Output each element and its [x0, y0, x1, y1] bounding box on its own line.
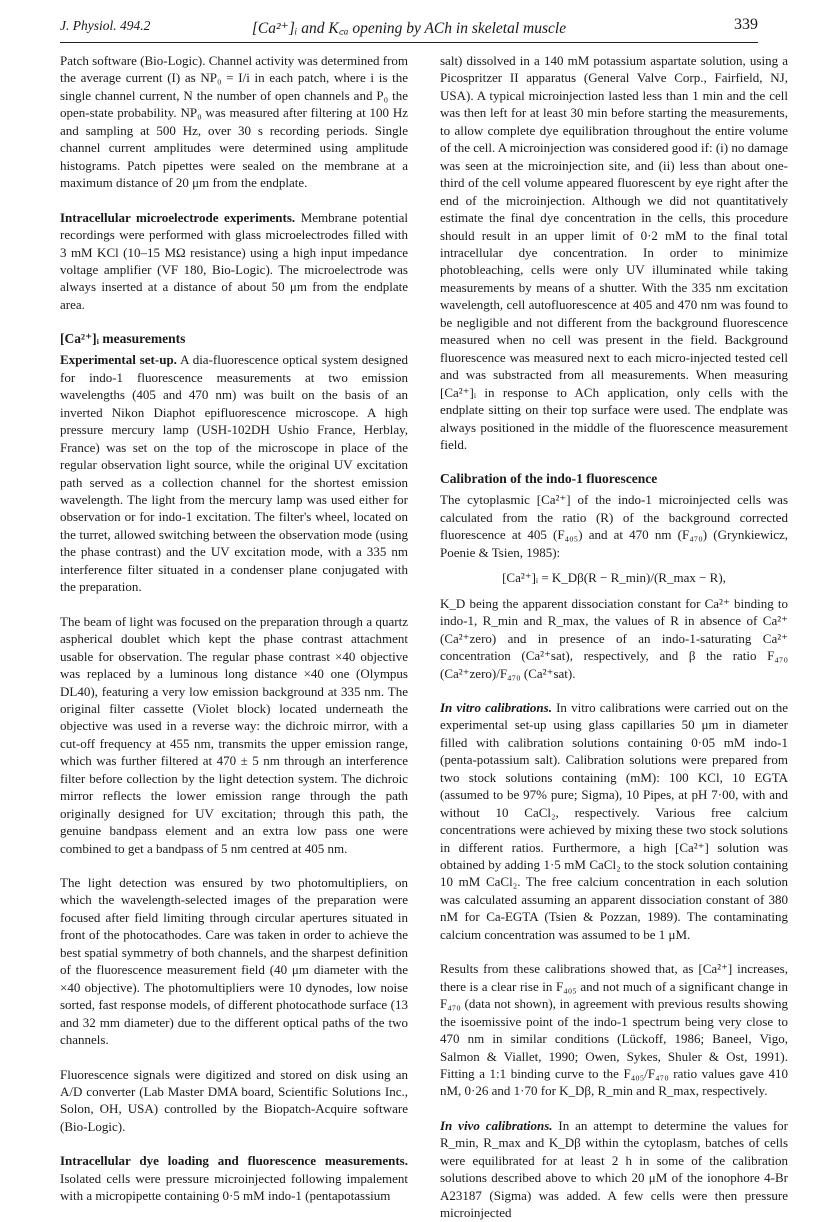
- paragraph-cytoplasmic: The cytoplasmic [Ca²⁺] of the indo-1 microinjected cells was calculated from the ratio (R) of the background corrected fluorescence at 405 (F₄₀₅) and at 470 nm (F₄₇₀) (Grynkiewicz, Poenie & Tsien, 1985):: [440, 492, 788, 560]
- run-in-heading: In vivo calibrations.: [440, 1117, 553, 1133]
- paragraph-body: Membrane potential recordings were performed with glass microelectrodes filled with 3 mM KCl (10–15 MΩ resistance) using a high input impedance voltage amplifier (VF 180, Bio-Logic). The microelectrode was always inserted at a distance of about 50 μm from the endplate area.: [60, 209, 408, 312]
- paragraph-results: Results from these calibrations showed that, as [Ca²⁺] increases, there is a clear rise in F₄₀₅ and not much of a significant change in F₄₇₀ (data not shown), in agreement with previous results showing the isoemissive point of the indo-1 spectrum being very close to 470 nm in similar conditions (Lückoff, 1986; Baneel, Vigo, Salmon & Viallet, 1990; Owen, Sykes, Shuler & Ost, 1991). Fitting a 1:1 binding curve to the F₄₀₅/F₄₇₀ ratio values gave 410 nM, 0·26 and 1·70 for K_Dβ, R_min and R_max, respectively.: [440, 961, 788, 1099]
- run-in-heading: Intracellular microelectrode experiments.: [60, 209, 296, 225]
- paragraph-detection: The light detection was ensured by two photomultipliers, on which the wavelength-selected images of the preparation were focused after field limiting through circular apertures situated in front of the photocathodes. Care was taken in order to achieve the best spatial symmetry of both channels, and the sharpest definition of the fluorescence measurement field (40 μm diameter with the ×40 objective). The photomultipliers were 10 dynodes, low noise sorted, fast response models, of different photocathode surface (13 and 32 mm diameter) due to the different optical paths of the two channels.: [60, 875, 408, 1048]
- paragraph-digitized: Fluorescence signals were digitized and stored on disk using an A/D converter (Lab Master DMA board, Scientific Solutions Inc., Solon, OH, USA) controlled by the Biopatch-Acquire software (Bio-Logic).: [60, 1066, 408, 1134]
- running-header: [60, 16, 758, 43]
- equation: [Ca²⁺]ᵢ = K_Dβ(R − R_min)/(R_max − R),: [502, 570, 726, 586]
- journal-name: J. Physiol. 494.2: [60, 18, 151, 33]
- run-in-heading: Intracellular dye loading and fluorescence measurements.: [60, 1153, 408, 1169]
- paragraph-in-vitro: [440, 699, 788, 943]
- paragraph-kd: K_D being the apparent dissociation constant for Ca²⁺ binding to indo-1, R_min and R_max, the values of R in absence of Ca²⁺ (Ca²⁺zero) and in presence of an indo-1-saturating Ca²⁺ concentration (Ca²⁺sat), respectively, and β the ratio F₄₇₀ (Ca²⁺zero)/F₄₇₀ (Ca²⁺sat).: [440, 595, 788, 681]
- paragraph-dye-loading: [60, 1152, 408, 1204]
- paragraph-body: In an attempt to determine the values for R_min, R_max and K_Dβ within the cytoplasm, batches of cells were equilibrated for at least 2 h in some of the calibration solutions described above to which 20 μM of the ionophore 4-Br A23187 (Sigma) was added. A few cells were then pressure microinjected: [440, 1117, 788, 1221]
- paragraph-microelectrode: [60, 209, 408, 314]
- paragraph-body: Isolated cells were pressure microinjected following impalement with a micropipette containing 0·5 mM indo-1 (pentapotassium: [60, 1170, 408, 1204]
- paragraph-body: A dia-fluorescence optical system designed for indo-1 fluorescence measurements at two emission wavelengths (405 and 470 nm) was built on the basis of an inverted Nikon Diaphot epifluorescence microscope. A high pressure mercury lamp (USH-102DH Ushio France, Herblay, France) was set on the top of the microscope in place of the regular observation light source, while the original UV excitation path served as a collection channel for the shortest emission wavelength. The light from the mercury lamp was used either for observation or for indo-1 excitation. The filter's wheel, located on the turret, allowed switching between the observation mode (using the phase contrast) and the UV excitation mode, with a 335 nm interference filter situated in a condenser plane conjugated with the preparation.: [60, 352, 408, 595]
- paragraph-body: In vitro calibrations were carried out on the experimental set-up using glass capillaries 50 μm in diameter filled with calibration solutions containing 0·05 mM indo-1 (penta-potassium salt). Calibration solutions were prepared from two stock solutions containing (mM): 100 KCl, 10 EGTA (assumed to be 97% pure; Sigma), 10 Pipes, at pH 7·00, with and without 10 CaCl₂, respectively. Various free calcium concentrations were achieved by mixing these two stock solutions in different ratios. Furthermore, a high [Ca²⁺] solution was obtained by adding 1·5 mM CaCl₂ to the stock solution containing 10 mM CaCl₂. The free calcium concentration in each solution was calculated assuming an apparent dissociation constant of 380 nM for Ca-EGTA (Tsien & Pozzan, 1989). The contaminating calcium concentration was assumed to be 1 μM.: [440, 699, 788, 942]
- section-heading-calibration: Calibration of the indo-1 fluorescence: [440, 471, 658, 487]
- paragraph-beam: The beam of light was focused on the preparation through a quartz aspherical doublet which kept the phase contrast attachment usable for observation. The regular phase contrast ×40 objective was replaced by a luminous long distance ×40 one (Olympus DL40), featuring a very low emission background at 335 nm. The original filter cassette (Violet block) located underneath the objective was used in a reverse way: the dichroic mirror, with a cut-off frequency at 455 nm, transmits the upper emission range, which was further filtered at 470 ± 5 nm through an interference filter before collection by the light detection system. The dichroic mirror reflects the lower emission range through the path originally designed for UV excitation; through this path, the genuine bandpass element and an extra low pass one were combined to get a bandpass of 5 nm centred at 405 nm.: [60, 613, 408, 856]
- paragraph-microinjection: salt) dissolved in a 140 mM potassium aspartate solution, using a Picospritzer II apparatus (General Valve Corp., Fairfield, NJ, USA). A typical microinjection lasted less than 1 min and the cell was then left for at least 30 min before starting the measurements, to allow complete dye equilibration throughout the entire volume of the cell. A microinjection was considered good if: (i) no damage was seen at the microinjection site, and (ii) less than about one-third of the cell volume appeared fluorescent by eye right after the end of the microinjection. Although we did not quantitatively estimate the final dye concentration in the cells, this procedure should result in an upper limit of 0·2 mM to the final total intracellular dye concentration. In order to minimize photobleaching, cells were only UV illuminated while taking measurements by means of a shutter. With the 335 nm excitation wavelength, cell autofluorescence at 405 and 470 nm was found to be negligible and not different from the background fluorescence measured when no cell was present in the field. Background fluorescence was measured next to each micro-injected tested cell and was substracted from all measurements. When measuring [Ca²⁺]ᵢ in response to ACh application, only cells with the endplate sitting on their top surface were used. The endplate was always positioned in the middle of the fluorescence measurement field.: [440, 53, 789, 452]
- paragraph-in-vivo: [440, 1117, 788, 1222]
- right-column: [440, 52, 788, 1222]
- left-column: [60, 52, 408, 1205]
- paragraph-patch-software: Patch software (Bio-Logic). Channel activity was determined from the average current (I) as NP₀ = I/i in each patch, where i is the single channel current, N the number of open channels and P₀ the open-state probability. NP₀ was measured after filtering at 100 Hz and sampling at 500 Hz, over 30 s recording periods. Single channel current amplitudes were determined using amplitude histograms. Patch pipettes were sealed on the membrane at a maximum distance of 20 μm from the endplate.: [60, 53, 409, 191]
- run-in-heading: Experimental set-up.: [60, 352, 177, 368]
- run-in-heading: In vitro calibrations.: [440, 699, 552, 715]
- page-number: 339: [734, 16, 758, 33]
- section-heading-measurements: [Ca²⁺]ᵢ measurements: [60, 331, 186, 347]
- running-title: [Ca²⁺]ᵢ and K꜀ₐ opening by ACh in skeletal muscle: [251, 20, 567, 37]
- paragraph-setup: [60, 351, 408, 595]
